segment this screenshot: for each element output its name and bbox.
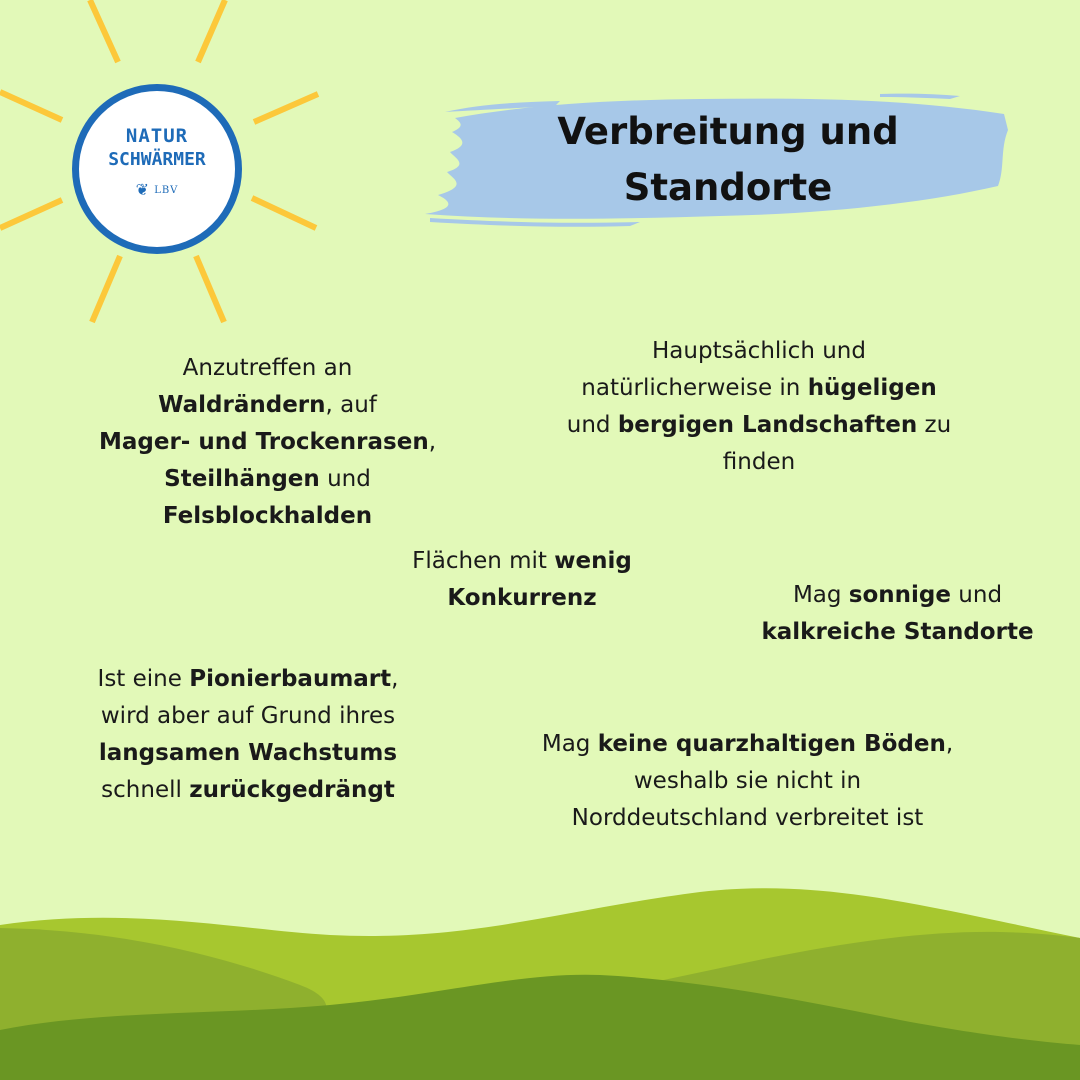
text-segment: zu bbox=[917, 412, 952, 438]
bold-text: hügeligen bbox=[807, 375, 937, 401]
sun-ray bbox=[198, 0, 225, 62]
bold-text: langsamen Wachstums bbox=[98, 740, 398, 766]
text-segment: und bbox=[950, 582, 1003, 608]
bold-text: sonnige bbox=[848, 582, 951, 608]
bold-text: kalkreiche Standorte bbox=[761, 619, 1034, 645]
competition-text bbox=[380, 543, 664, 617]
bold-text: Pionierbaumart bbox=[189, 666, 392, 692]
bold-text: Felsblockhalden bbox=[162, 503, 373, 529]
sun-ray bbox=[90, 0, 118, 62]
logo-line-natur: NATUR bbox=[125, 125, 189, 147]
logo-org: LBV bbox=[154, 185, 179, 196]
sun-ray bbox=[0, 92, 62, 120]
text-segment: finden bbox=[722, 449, 796, 475]
text-segment: Flächen mit bbox=[412, 548, 555, 574]
sun-ray bbox=[252, 198, 316, 228]
text-segment: und bbox=[319, 466, 371, 492]
naturschwaermer-logo bbox=[72, 84, 242, 254]
text-segment: , auf bbox=[325, 392, 377, 418]
text-segment: weshalb sie nicht in bbox=[633, 768, 862, 794]
text-segment: und bbox=[566, 412, 618, 438]
logo-line-schwaermer: SCHWÄRMER bbox=[108, 149, 206, 170]
bold-text: keine quarzhaltigen Böden bbox=[597, 731, 946, 757]
text-segment: Norddeutschland verbreitet ist bbox=[571, 805, 924, 831]
bold-text: Steilhängen bbox=[164, 466, 320, 492]
sun-ray bbox=[196, 256, 224, 322]
bold-text: bergigen Landschaften bbox=[617, 412, 918, 438]
bold-text: Mager- und Trockenrasen bbox=[98, 429, 429, 455]
logo-wordmark bbox=[72, 124, 242, 172]
bold-text: wenig bbox=[554, 548, 632, 574]
text-segment: , bbox=[391, 666, 399, 692]
text-segment: Hauptsächlich und bbox=[652, 338, 866, 364]
sun-ray bbox=[254, 94, 318, 122]
soil-text bbox=[500, 726, 995, 837]
text-segment: natürlicherweise in bbox=[581, 375, 808, 401]
landscape-text bbox=[540, 333, 978, 481]
page-title: Verbreitung und Standorte bbox=[557, 110, 899, 209]
text-segment: Mag bbox=[792, 582, 849, 608]
logo-lbv bbox=[72, 180, 242, 199]
bold-text: Waldrändern bbox=[158, 392, 326, 418]
bold-text: zurückgedrängt bbox=[189, 777, 395, 803]
bold-text: Konkurrenz bbox=[447, 585, 597, 611]
text-segment: Ist eine bbox=[97, 666, 190, 692]
text-segment: , bbox=[945, 731, 954, 757]
text-segment: , bbox=[428, 429, 437, 455]
sun-ray bbox=[92, 256, 120, 322]
sun-ray bbox=[0, 200, 62, 228]
habitat-types-text bbox=[60, 350, 475, 535]
sunny-sites-text bbox=[735, 577, 1060, 651]
pioneer-tree-text bbox=[58, 661, 438, 809]
text-segment: Mag bbox=[541, 731, 598, 757]
hills bbox=[0, 888, 1080, 1080]
bird-icon: ❦ bbox=[135, 180, 150, 199]
text-segment: wird aber auf Grund ihres bbox=[100, 703, 396, 729]
text-segment: Anzutreffen an bbox=[182, 355, 353, 381]
text-segment: schnell bbox=[101, 777, 190, 803]
